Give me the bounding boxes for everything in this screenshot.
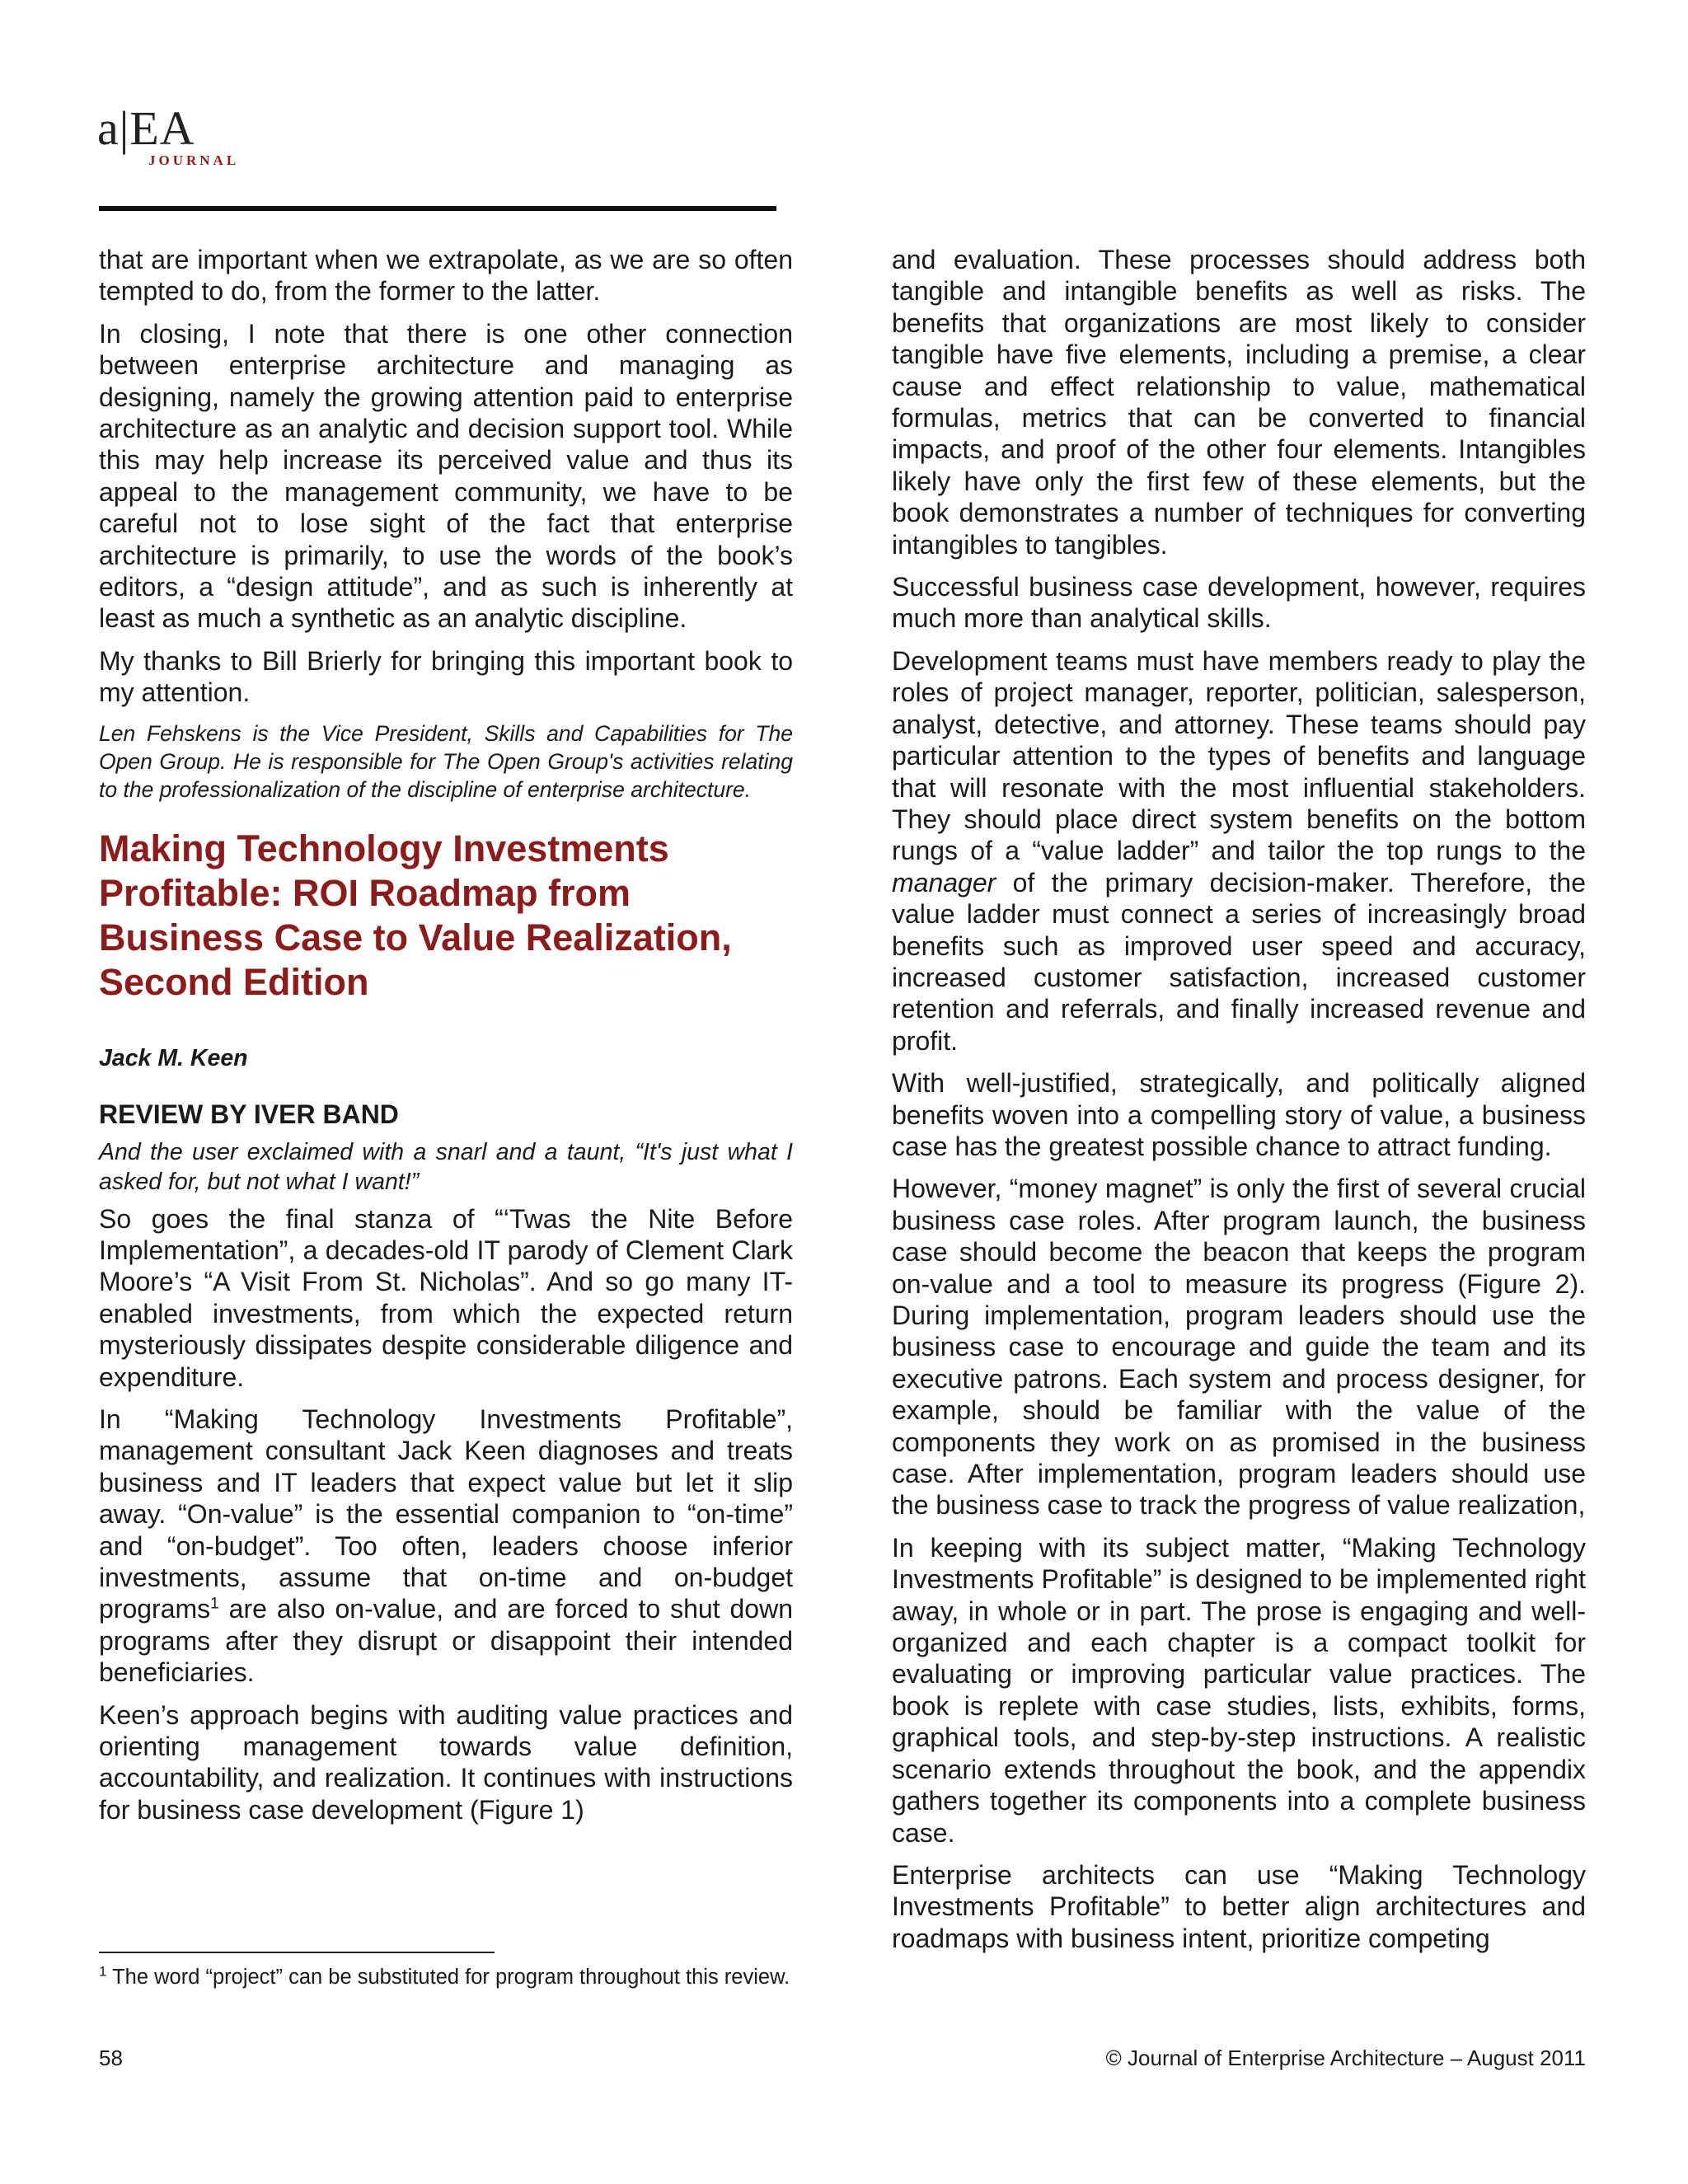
paragraph-text: Development teams must have members ready to play the roles of project manager, reporter, politician, salesperson, analyst, detective, and attorney. These teams should pay particular attention to the types of benefits and language that will resonate with the most influential stakeholders. They should place direct system benefits on the bottom rungs of a “value ladder” and tailor the top rungs to the xyxy=(892,645,1586,866)
journal-logo xyxy=(97,103,262,169)
paragraph: Successful business case development, however, requires much more than analytical skills. xyxy=(892,572,1586,634)
page-number: 58 xyxy=(99,2046,123,2070)
epigraph: And the user exclaimed with a snarl and a taunt, “It's just what I asked for, but not what I want!” xyxy=(99,1138,793,1195)
paragraph xyxy=(892,645,1586,1057)
author-bio-note: Len Fehskens is the Vice President, Skills and Capabilities for The Open Group. He is responsible for The Open Group's activities relating to the professionalization of the discipline of enterprise architecture. xyxy=(99,720,793,802)
footnote-marker: 1 xyxy=(99,1963,107,1980)
paragraph-text: In “Making Technology Investments Profitable”, management consultant Jack Keen diagnoses and treats business and IT leaders that expect value but let it slip away. “On-value” is the essential companion to “on-time” and “on-budget”. Too often, leaders choose inferior investments, assume that on-time and on-budget programs xyxy=(99,1404,793,1624)
paragraph: With well-justified, strategically, and politically aligned benefits woven into a compelling story of value, a business case has the greatest possible chance to attract funding. xyxy=(892,1068,1586,1161)
paragraph: In keeping with its subject matter, “Making Technology Investments Profitable” is designed to be implemented right away, in whole or in part. The prose is engaging and well-organized and each chapter is a compact toolkit for evaluating or improving particular value practices. The book is replete with case studies, lists, exhibits, forms, graphical tools, and step-by-step instructions. A realistic scenario extends throughout the book, and the appendix gathers together its components into a complete business case. xyxy=(892,1532,1586,1848)
paragraph: Enterprise architects can use “Making Technology Investments Profitable” to better align architectures and roadmaps with business intent, prioritize competing xyxy=(892,1859,1586,1953)
paragraph: and evaluation. These processes should address both tangible and intangible benefits as well as risks. The benefits that organizations are most likely to consider tangible have five elements, including a premise, a clear cause and effect relationship to value, mathematical formulas, metrics that can be converted to financial impacts, and proof of the other four elements. Intangibles likely have only the first few of these elements, but the book demonstrates a number of techniques for converting intangibles to tangibles. xyxy=(892,245,1586,560)
paragraph-text: of the primary decision-maker. Therefore, the value ladder must connect a series of increasingly broad benefits such as improved user speed and accuracy, increased customer satisfaction, increased customer retention and referrals, and finally increased revenue and profit. xyxy=(892,867,1586,1056)
footnote-rule xyxy=(99,1952,495,1953)
right-column xyxy=(892,244,1586,1965)
footnote-reference: 1 xyxy=(210,1595,219,1613)
header-rule xyxy=(99,206,776,211)
paragraph-text: are also on-value, and are forced to shut down programs after they disrupt or disappoint their intended beneficiaries. xyxy=(99,1594,793,1688)
reviewer-byline: REVIEW BY IVER BAND xyxy=(99,1099,399,1130)
paragraph: So goes the final stanza of “‘Twas the Nite Before Implementation”, a decades-old IT parody of Clement Clark Moore’s “A Visit From St. Nicholas”. And so go many IT-enabled investments, from which the expected return mysteriously dissipates despite considerable diligence and expenditure. xyxy=(99,1203,793,1392)
article-title: Making Technology Investments Profitable: ROI Roadmap from Business Case to Value Realization, Second Edition xyxy=(99,827,732,1003)
paragraph: My thanks to Bill Brierly for bringing this important book to my attention. xyxy=(99,645,793,708)
paragraph: However, “money magnet” is only the first of several crucial business case roles. After program launch, the business case should become the beacon that keeps the program on-value and a tool to measure its progress (Figure 2). During implementation, program leaders should use the business case to encourage and guide the team and its executive patrons. Each system and process designer, for example, should be familiar with the value of the components they work on as promised in the business case. After implementation, program leaders should use the business case to track the progress of value realization, xyxy=(892,1174,1586,1521)
logo-wordmark: a|EA xyxy=(97,101,195,155)
footnote-text: The word “project” can be substituted for program throughout this review. xyxy=(106,1966,790,1989)
footnote xyxy=(99,1965,793,1990)
paragraph xyxy=(99,1404,793,1689)
logo-subtitle: JOURNAL xyxy=(148,152,240,168)
paragraph: In closing, I note that there is one other connection between enterprise architecture and managing as designing, namely the growing attention paid to enterprise architecture as an analytic and decision support tool. While this may help increase its perceived value and thus its appeal to the management community, we have to be careful not to lose sight of the fact that enterprise architecture is primarily, to use the words of the book’s editors, a “design attitude”, and as such is inherently at least as much a synthetic as an analytic discipline. xyxy=(99,318,793,634)
book-author: Jack M. Keen xyxy=(99,1044,248,1071)
copyright-notice: © Journal of Enterprise Architecture – August 2011 xyxy=(1105,2046,1586,2070)
paragraph: that are important when we extrapolate, as we are so often tempted to do, from the former to the latter. xyxy=(99,245,793,307)
left-column xyxy=(99,244,793,1836)
emphasis-text: manager xyxy=(892,867,996,898)
paragraph: Keen’s approach begins with auditing value practices and orienting management towards value definition, accountability, and realization. It continues with instructions for business case development (Figure 1) xyxy=(99,1699,793,1825)
